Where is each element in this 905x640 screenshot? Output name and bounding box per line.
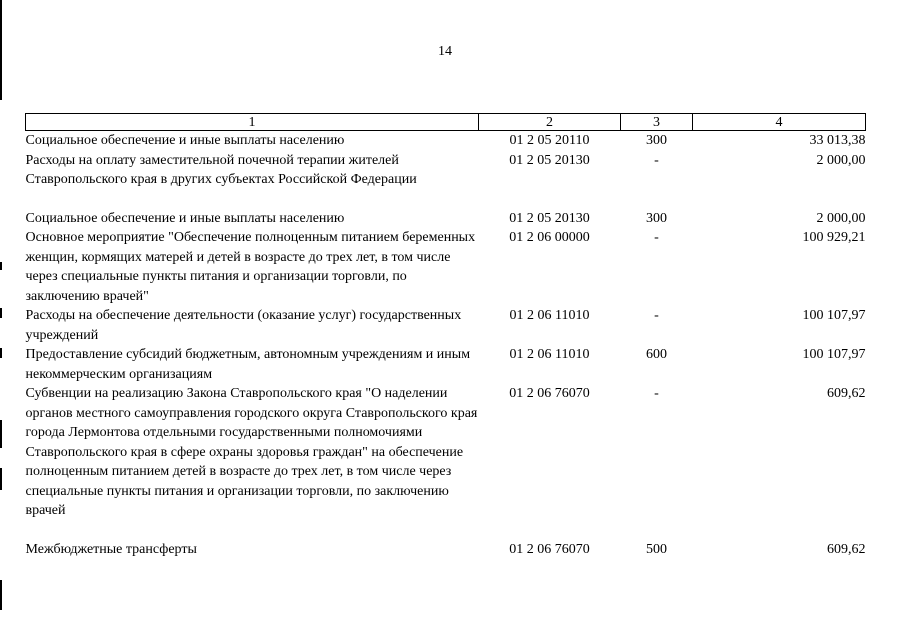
table-row — [26, 209, 866, 229]
row-sum: 2 000,00 — [816, 210, 866, 226]
table-row — [26, 384, 866, 521]
row-name: Расходы на оплату заместительной почечной терапии жителей Ставропольского края в других субъектах Российской Федерации — [25, 152, 417, 187]
table-row — [26, 306, 866, 345]
row-type: 300 — [646, 210, 667, 226]
row-spacer — [26, 521, 866, 540]
column-header-sum: 4 — [693, 114, 866, 131]
row-sum: 100 107,97 — [802, 347, 866, 362]
row-code: 01 2 06 11010 — [509, 308, 590, 323]
scan-edge-mark — [0, 468, 2, 490]
row-code: 01 2 06 00000 — [509, 230, 590, 245]
row-type: - — [654, 230, 659, 245]
row-type: 300 — [646, 133, 667, 148]
table-row — [26, 540, 866, 560]
row-name: Предоставление субсидий бюджетным, автономным учреждениям и иным некоммерческим организациям — [25, 347, 471, 382]
row-sum: 33 013,38 — [809, 133, 866, 148]
row-type: 600 — [646, 347, 667, 362]
scan-edge-mark — [0, 420, 2, 448]
row-code: 01 2 05 20110 — [509, 133, 590, 148]
column-header-type: 3 — [621, 114, 693, 131]
row-name: Основное мероприятие "Обеспечение полноценным питанием беременных женщин, кормящих матерей и детей в возрасте до трех лет, в том числе через специальные пункты питания и организации торговли, по заключению врачей" — [25, 230, 476, 304]
row-name: Межбюджетные трансферты — [25, 541, 197, 557]
row-type: - — [654, 308, 659, 323]
row-code: 01 2 06 11010 — [509, 347, 590, 362]
row-spacer — [26, 190, 866, 209]
table-row — [26, 228, 866, 306]
row-sum: 100 929,21 — [802, 230, 866, 245]
column-header-name: 1 — [26, 114, 479, 131]
row-type: - — [654, 386, 659, 401]
scan-edge-mark — [0, 262, 2, 270]
header-row — [26, 114, 866, 131]
row-code: 01 2 05 20130 — [509, 152, 590, 168]
row-sum: 609,62 — [827, 541, 866, 557]
row-code: 01 2 05 20130 — [509, 210, 590, 226]
row-type: - — [654, 152, 659, 168]
row-name: Расходы на обеспечение деятельности (оказание услуг) государственных учреждений — [25, 308, 462, 343]
row-sum: 2 000,00 — [816, 152, 866, 168]
page-number: 14 — [438, 44, 452, 59]
row-type: 500 — [646, 541, 667, 557]
column-header-code: 2 — [479, 114, 621, 131]
budget-table — [25, 113, 866, 559]
table-row — [26, 151, 866, 190]
row-code: 01 2 06 76070 — [509, 386, 590, 401]
table-row — [26, 131, 866, 151]
row-name: Субвенции на реализацию Закона Ставропольского края "О наделении органов местного самоуправления городского округа Ставропольского края города Лермонтова отдельными государственными полномочиями Ставропольского края в сфере охраны здоровья граждан" на обеспечение полноценным питанием детей в возрасте до трех лет, в том числе через специальные пункты питания и организации торговли, по заключению врачей — [25, 386, 478, 518]
row-sum: 100 107,97 — [802, 308, 866, 323]
row-sum: 609,62 — [827, 386, 866, 401]
scan-edge-mark — [0, 580, 2, 610]
scan-edge-mark — [0, 308, 2, 318]
scan-edge-mark — [0, 348, 2, 358]
row-name: Социальное обеспечение и иные выплаты населению — [25, 133, 345, 148]
row-code: 01 2 06 76070 — [509, 541, 590, 557]
row-name: Социальное обеспечение и иные выплаты населению — [25, 210, 345, 226]
table-row — [26, 345, 866, 384]
